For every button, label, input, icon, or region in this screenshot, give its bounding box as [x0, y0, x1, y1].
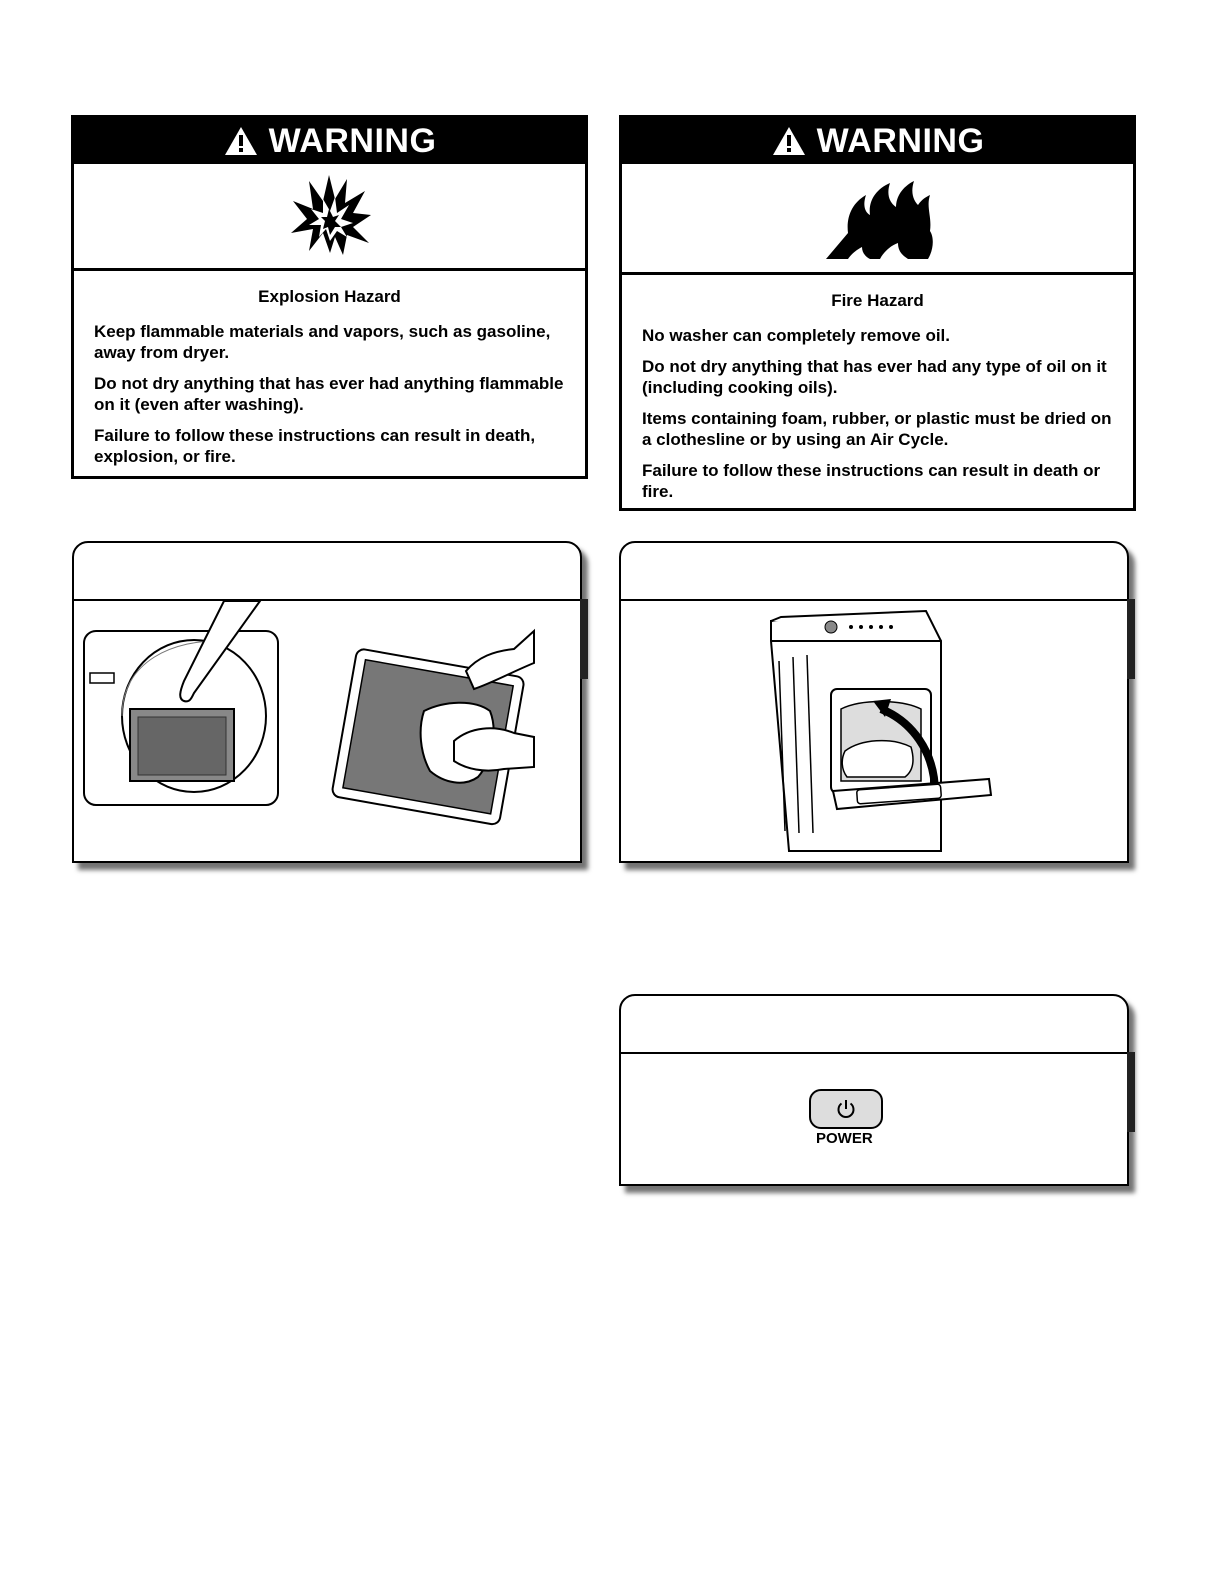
hazard-paragraph: Failure to follow these instructions can result in death or fire. [642, 461, 1101, 501]
panel-side-tab [1127, 1052, 1135, 1132]
warning-triangle-icon [223, 125, 259, 157]
panel-header [74, 543, 580, 601]
dryer-loading-illustration [621, 601, 1127, 863]
power-button-label: POWER [816, 1130, 873, 1147]
hazard-paragraph: Items containing foam, rubber, or plastic must be dried on a clothesline or by using an Air Cycle. [642, 409, 1112, 449]
hazard-paragraph: Failure to follow these instructions can result in death, explosion, or fire. [94, 426, 536, 466]
lint-screen-panel [72, 541, 582, 863]
panel-header [621, 543, 1127, 601]
panel-header [621, 996, 1127, 1054]
hazard-body [622, 275, 1133, 524]
explosion-warning-box [71, 115, 588, 479]
hazard-paragraph: Do not dry anything that has ever had any type of oil on it (including cooking oils). [642, 357, 1107, 397]
power-button[interactable] [809, 1089, 883, 1129]
warning-header [74, 118, 585, 164]
load-dryer-panel [619, 541, 1129, 863]
hazard-paragraph: Do not dry anything that has ever had anything flammable on it (even after washing). [94, 374, 564, 414]
power-icon [834, 1097, 858, 1121]
hazard-paragraph: Keep flammable materials and vapors, such as gasoline, away from dryer. [94, 322, 551, 362]
symbol-area [622, 164, 1133, 275]
power-panel [619, 994, 1129, 1186]
warning-header [622, 118, 1133, 164]
warning-header-text: WARNING [268, 121, 437, 160]
hazard-title: Fire Hazard [831, 291, 924, 310]
panel-side-tab [1127, 599, 1135, 679]
warning-triangle-icon [771, 125, 807, 157]
lint-screen-cleaning-illustration [74, 601, 580, 863]
symbol-area [74, 164, 585, 271]
hazard-body [74, 271, 585, 489]
panel-side-tab [580, 599, 588, 679]
hazard-paragraph: No washer can completely remove oil. [642, 326, 951, 345]
hazard-title: Explosion Hazard [258, 287, 401, 306]
fire-icon [818, 173, 938, 263]
fire-warning-box [619, 115, 1136, 511]
explosion-icon [285, 171, 375, 261]
warning-header-text: WARNING [816, 121, 985, 160]
